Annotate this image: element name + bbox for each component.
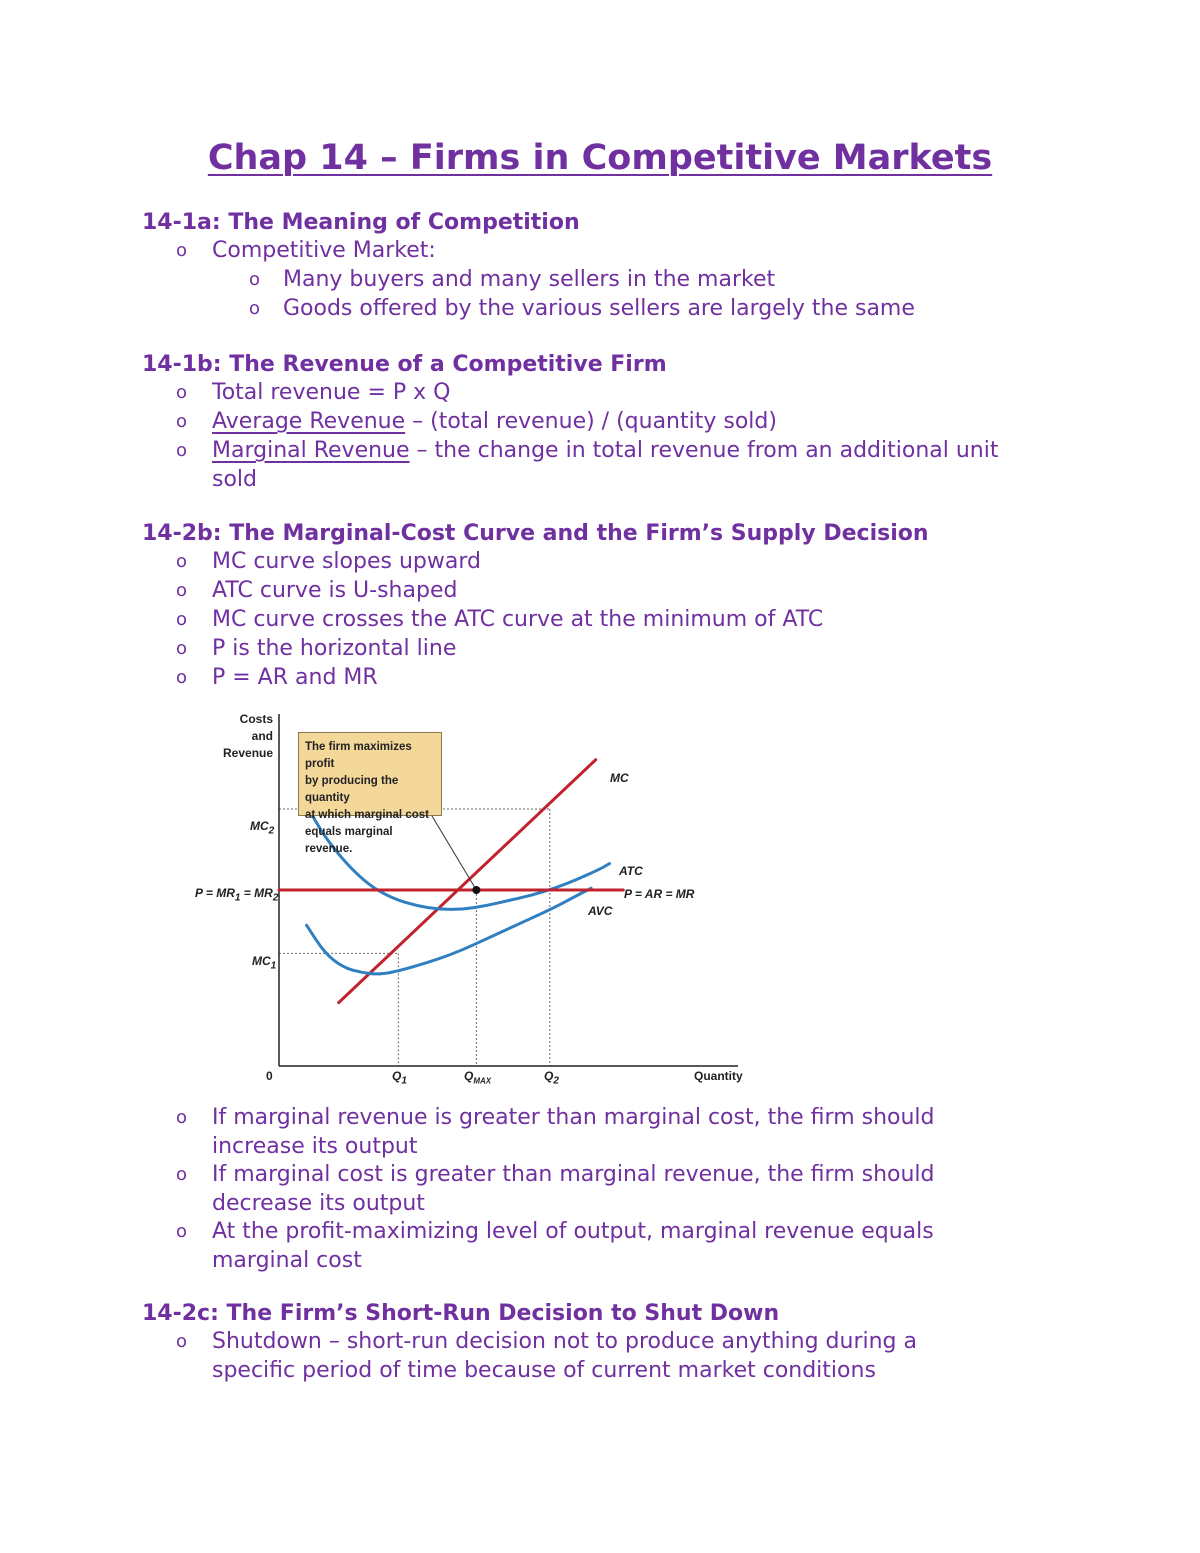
bullet-marker: o <box>176 609 188 630</box>
list-item-text-continued: decrease its output <box>212 1191 425 1216</box>
term-marginal-revenue: Marginal Revenue <box>212 438 410 463</box>
bullet-marker: o <box>176 1107 188 1128</box>
bullet-marker: o <box>176 551 188 572</box>
bullet-marker: o <box>176 638 188 659</box>
y-tick-mc2: $MC_2$ <box>250 819 275 837</box>
x-tick-q2: $Q_2$ <box>544 1069 559 1087</box>
list-item-text-continued: marginal cost <box>212 1248 362 1273</box>
list-item-text: – (total revenue) / (quantity sold) <box>405 409 777 434</box>
list-item <box>176 576 1072 605</box>
list-item <box>176 547 1072 576</box>
list-item <box>249 265 1143 294</box>
list-item-text: Goods offered by the various sellers are largely the same <box>283 296 915 321</box>
list-item-text-continued: specific period of time because of current market conditions <box>212 1358 876 1383</box>
list-item <box>176 1160 1072 1218</box>
bullet-marker: o <box>176 580 188 601</box>
section-heading-shut-down: 14-2c: The Firm’s Short-Run Decision to Shut Down <box>142 1301 780 1326</box>
list-item-text: MC curve crosses the ATC curve at the minimum of ATC <box>212 607 824 632</box>
series-label-price: P = AR = MR <box>624 887 695 901</box>
x-axis-label: Quantity <box>694 1069 743 1083</box>
x-tick-qmax: $Q_{MAX}$ <box>464 1069 492 1086</box>
y-tick-price: $P = MR_1 = MR_2$ <box>195 886 279 904</box>
list-item-text: Many buyers and many sellers in the market <box>283 267 776 292</box>
section-heading-marginal-cost-curve: 14-2b: The Marginal-Cost Curve and the Firm’s Supply Decision <box>142 521 929 546</box>
list-item-text: MC curve slopes upward <box>212 549 481 574</box>
origin-label: 0 <box>266 1069 273 1083</box>
bullet-marker: o <box>176 667 188 688</box>
list-item <box>176 1217 1072 1275</box>
bullet-marker: o <box>176 1164 188 1185</box>
list-item <box>176 663 1072 692</box>
list-item <box>176 605 1072 634</box>
bullet-marker: o <box>249 298 261 319</box>
bullet-marker: o <box>249 269 261 290</box>
list-item <box>176 634 1072 663</box>
term-average-revenue: Average Revenue <box>212 409 406 434</box>
list-item <box>176 236 1072 265</box>
cost-revenue-chart <box>190 700 750 1095</box>
list-item <box>249 294 1143 323</box>
list-item-text: ATC curve is U-shaped <box>212 578 458 603</box>
bullet-marker: o <box>176 1221 188 1242</box>
list-item-text: Shutdown – short-run decision not to produce anything during a <box>212 1329 917 1354</box>
list-item-text: At the profit-maximizing level of output, marginal revenue equals <box>212 1219 934 1244</box>
bullet-marker: o <box>176 440 188 461</box>
annotation-leader-line <box>432 816 476 890</box>
page-title: Chap 14 – Firms in Competitive Markets <box>207 138 993 178</box>
list-item <box>176 407 1072 436</box>
list-item <box>176 1103 1072 1161</box>
list-item-text: If marginal cost is greater than marginal revenue, the firm should <box>212 1162 935 1187</box>
series-label-avc: AVC <box>588 904 613 918</box>
series-label-atc: ATC <box>619 864 643 878</box>
chart-annotation-callout: The firm maximizes profit by producing the quantity at which marginal cost equals marginal revenue. <box>298 732 442 816</box>
list-item <box>176 378 1072 407</box>
list-item-text: Total revenue = P x Q <box>212 380 451 405</box>
list-item-text: – the change in total revenue from an additional unit <box>409 438 999 463</box>
y-axis-label: Costs and Revenue <box>223 712 274 760</box>
list-item <box>176 436 1072 494</box>
series-label-mc: MC <box>610 771 629 785</box>
section-heading-meaning-of-competition: 14-1a: The Meaning of Competition <box>142 210 580 235</box>
list-item-text-continued: sold <box>212 467 257 492</box>
list-item-text: Competitive Market: <box>212 238 436 263</box>
list-item-text-continued: increase its output <box>212 1134 418 1159</box>
bullet-marker: o <box>176 1331 188 1352</box>
section-heading-revenue: 14-1b: The Revenue of a Competitive Firm <box>142 352 667 377</box>
list-item-text: If marginal revenue is greater than marginal cost, the firm should <box>212 1105 935 1130</box>
series-avc-curve <box>307 888 592 974</box>
list-item-text: P is the horizontal line <box>212 636 457 661</box>
list-item <box>176 1327 1072 1385</box>
list-item-text: P = AR and MR <box>212 665 378 690</box>
profit-max-point <box>472 886 480 894</box>
y-tick-mc1: $MC_1$ <box>252 954 277 972</box>
bullet-marker: o <box>176 240 188 261</box>
x-tick-q1: $Q_1$ <box>392 1069 407 1087</box>
bullet-marker: o <box>176 411 188 432</box>
bullet-marker: o <box>176 382 188 403</box>
